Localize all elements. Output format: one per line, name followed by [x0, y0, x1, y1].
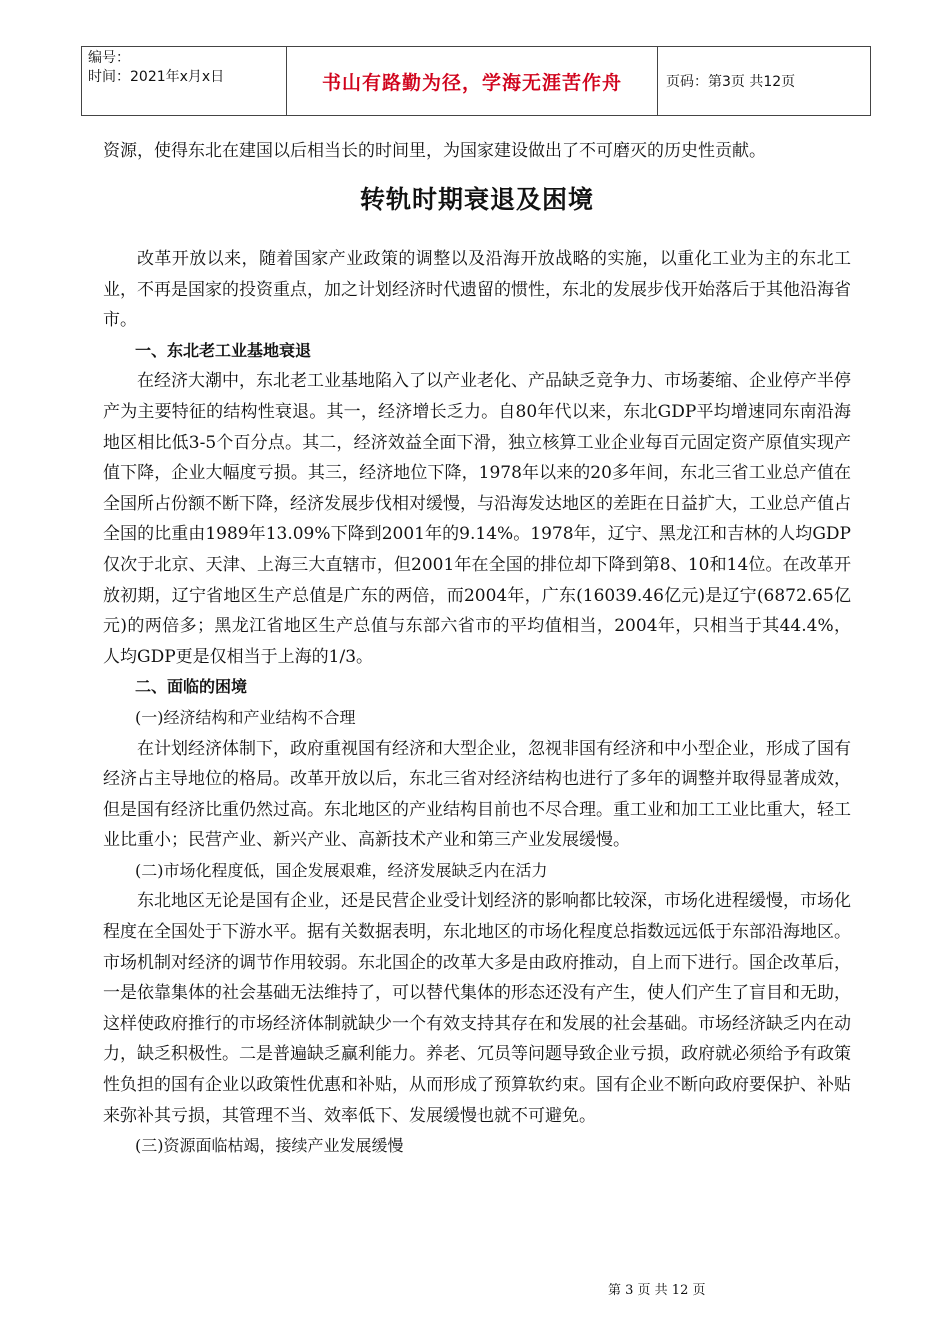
subsection-heading-structure: (一)经济结构和产业结构不合理	[135, 707, 356, 727]
section-heading-decline: 一、东北老工业基地衰退	[135, 340, 312, 360]
document-time-label: 时间：2021年x月x日	[88, 69, 225, 85]
continuation-paragraph: 资源，使得东北在建国以后相当长的时间里，为国家建设做出了不可磨灭的历史性贡献。	[103, 141, 766, 161]
section-decline-paragraph: 在经济大潮中，东北老工业基地陷入了以产业老化、产品缺乏竞争力、市场萎缩、企业停产半停产为主要特征的结构性衰退。其一，经济增长乏力。自80年代以来，东北GDP平均增速同东南沿海地区相比低3-5个百分点。其二，经济效益全面下滑，独立核算工业企业每百元固定资产原值实现产值下降，企业大幅度亏损。其三，经济地位下降，1978年以来的20多年间，东北三省工业总产值在全国所占份额不断下降，经济发展步伐相对缓慢，与沿海发达地区的差距在日益扩大，工业总产值占全国的比重由1989年13.09%下降到2001年的9.14%。1978年，辽宁、黑龙江和吉林的人均GDP仅次于北京、天津、上海三大直辖市，但2001年在全国的排位却下降到第8、10和14位。在改革开放初期，辽宁省地区生产总值是广东的两倍，而2004年，广东(16039.46亿元)是辽宁(6872.65亿元)的两倍多；黑龙江省地区生产总值与东部六省市的平均值相当，2004年，只相当于其44.4%，人均GDP更是仅相当于上海的1/3。	[103, 371, 851, 667]
subsection-heading-resources: (三)资源面临枯竭，接续产业发展缓慢	[135, 1136, 404, 1156]
header-meta-cell	[82, 47, 287, 116]
subsection-heading-market: (二)市场化程度低，国企发展艰难，经济发展缺乏内在活力	[135, 860, 548, 880]
document-title: 转轨时期衰退及困境	[359, 185, 594, 214]
page-footer: 第 3 页 共 12 页	[608, 1283, 706, 1298]
section-heading-dilemma: 二、面临的困境	[135, 677, 248, 697]
header-motto: 书山有路勤为径，学海无涯苦作舟	[321, 71, 622, 94]
document-number-label: 编号：	[88, 50, 130, 66]
intro-paragraph: 改革开放以来，随着国家产业政策的调整以及沿海开放战略的实施，以重化工业为主的东北工业，不再是国家的投资重点，加之计划经济时代遗留的惯性，东北的发展步伐开始落后于其他沿海省市。	[103, 249, 851, 331]
header-motto-cell	[287, 47, 658, 116]
header-page-info: 页码：第3页 共12页	[666, 74, 796, 90]
subsection-market-paragraph: 东北地区无论是国有企业，还是民营企业受计划经济的影响都比较深，市场化进程缓慢，市场化程度在全国处于下游水平。据有关数据表明，东北地区的市场化程度总指数远远低于东部沿海地区。市场机制对经济的调节作用较弱。东北国企的改革大多是由政府推动，自上而下进行。国企改革后，一是依靠集体的社会基础无法维持了，可以替代集体的形态还没有产生，使人们产生了盲目和无助，这样使政府推行的市场经济体制就缺少一个有效支持其存在和发展的社会基础。市场经济缺乏内在动力，缺乏积极性。二是普遍缺乏赢利能力。养老、冗员等问题导致企业亏损，政府就必须给予有政策性负担的国有企业以政策性优惠和补贴，从而形成了预算软约束。国有企业不断向政府要保护、补贴来弥补其亏损，其管理不当、效率低下、发展缓慢也就不可避免。	[103, 891, 851, 1126]
document-body	[103, 136, 851, 1162]
header-page-cell	[658, 47, 871, 116]
subsection-structure-paragraph: 在计划经济体制下，政府重视国有经济和大型企业，忽视非国有经济和中小型企业，形成了国有经济占主导地位的格局。改革开放以后，东北三省对经济结构也进行了多年的调整并取得显著成效，但是国有经济比重仍然过高。东北地区的产业结构目前也不尽合理。重工业和加工工业比重大，轻工业比重小；民营产业、新兴产业、高新技术产业和第三产业发展缓慢。	[103, 738, 851, 851]
header-table	[81, 46, 871, 116]
